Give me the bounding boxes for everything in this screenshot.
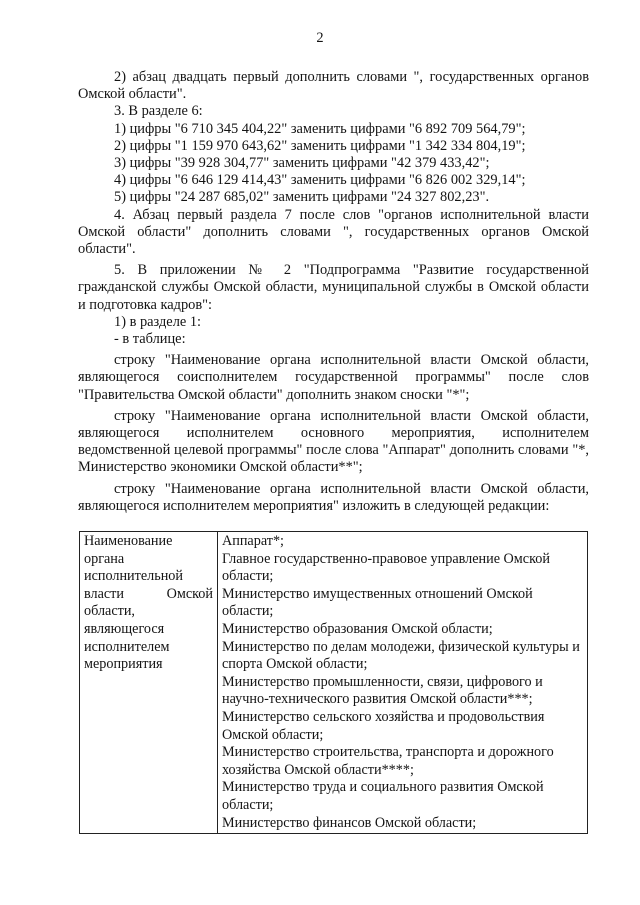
agency-item: Главное государственно-правовое управление Омской области; [222,550,550,585]
page-number: 2 [316,30,324,46]
paragraph-appendix-2: 5. В приложении № 2 "Подпрограмма "Развитие государственной гражданской службы Омской области, муниципальной службы в Омской области и подготовка кадров": [78,262,589,313]
paragraph-section-6: 3. В разделе 6: [114,103,203,120]
paragraph-figure-1: 1) цифры "6 710 345 404,22" заменить цифрами "6 892 709 564,79"; [114,120,526,137]
paragraph-figure-3: 3) цифры "39 928 304,77" заменить цифрами "42 379 433,42"; [114,155,490,172]
header-line: органа [84,550,125,567]
executor-table [79,531,588,834]
agency-item: Министерство промышленности, связи, цифрового и научно-технического развития Омской области***; [222,673,543,708]
agency-item: Министерство труда и социального развития Омской области; [222,779,544,813]
paragraph-row-coexecutor: строку "Наименование органа исполнительной власти Омской области, являющегося соисполнителем государственной программы" после слов "Правительства Омской области" дополнить знаком сноски "*"; [78,352,589,403]
paragraph-in-table: - в таблице: [114,331,186,348]
agency-item: Министерство по делам молодежи, физической культуры и спорта Омской области; [222,638,580,673]
agency-item: Министерство имущественных отношений Омской области; [222,585,533,620]
paragraph-figure-5: 5) цифры "24 287 685,02" заменить цифрами "24 327 802,23". [114,189,490,206]
agency-item: Министерство строительства, транспорта и дорожного хозяйства Омской области****; [222,744,554,778]
header-line: исполнительной [84,568,183,585]
table-header-cell [80,532,218,834]
paragraph-figure-2: 2) цифры "1 159 970 643,62" заменить цифрами "1 342 334 804,19"; [114,137,526,154]
paragraph-row-main-executor: строку "Наименование органа исполнительной власти Омской области, являющегося исполнителем основного мероприятия, исполнителем ведомственной целевой программы" после слова "Аппарат" дополнить словами "*, Министерство экономики Омской области**"; [78,407,589,476]
paragraph-section-1: 1) в разделе 1: [114,313,202,330]
header-line: области, [84,603,135,620]
paragraph-row-executor: строку "Наименование органа исполнительной власти Омской области, являющегося исполнителем мероприятия" изложить в следующей редакции: [78,480,589,514]
agency-item: Аппарат*; [222,533,284,549]
paragraph-figure-4: 4) цифры "6 646 129 414,43" заменить цифрами "6 826 002 329,14"; [114,172,526,189]
agency-item: Министерство образования Омской области; [222,620,493,637]
header-line: мероприятия [84,656,163,673]
header-line: являющегося [84,620,165,637]
document-body [78,69,589,515]
header-line: Наименование [84,533,173,549]
table-row [80,532,588,834]
paragraph-section-7: 4. Абзац первый раздела 7 после слов "органов исполнительной власти Омской области" дополнить словами ", государственных органов Омской области". [78,206,589,258]
agency-item: Министерство сельского хозяйства и продовольствия Омской области; [222,708,545,743]
header-line: исполнителем [84,638,170,655]
header-line: власти Омской [84,585,213,602]
agency-list-cell [218,532,588,834]
agency-item: Министерство финансов Омской области; [222,814,477,831]
paragraph-item-2-phrase: 2) абзац двадцать первый дополнить словами ", государственных органов Омской области". [78,69,589,103]
